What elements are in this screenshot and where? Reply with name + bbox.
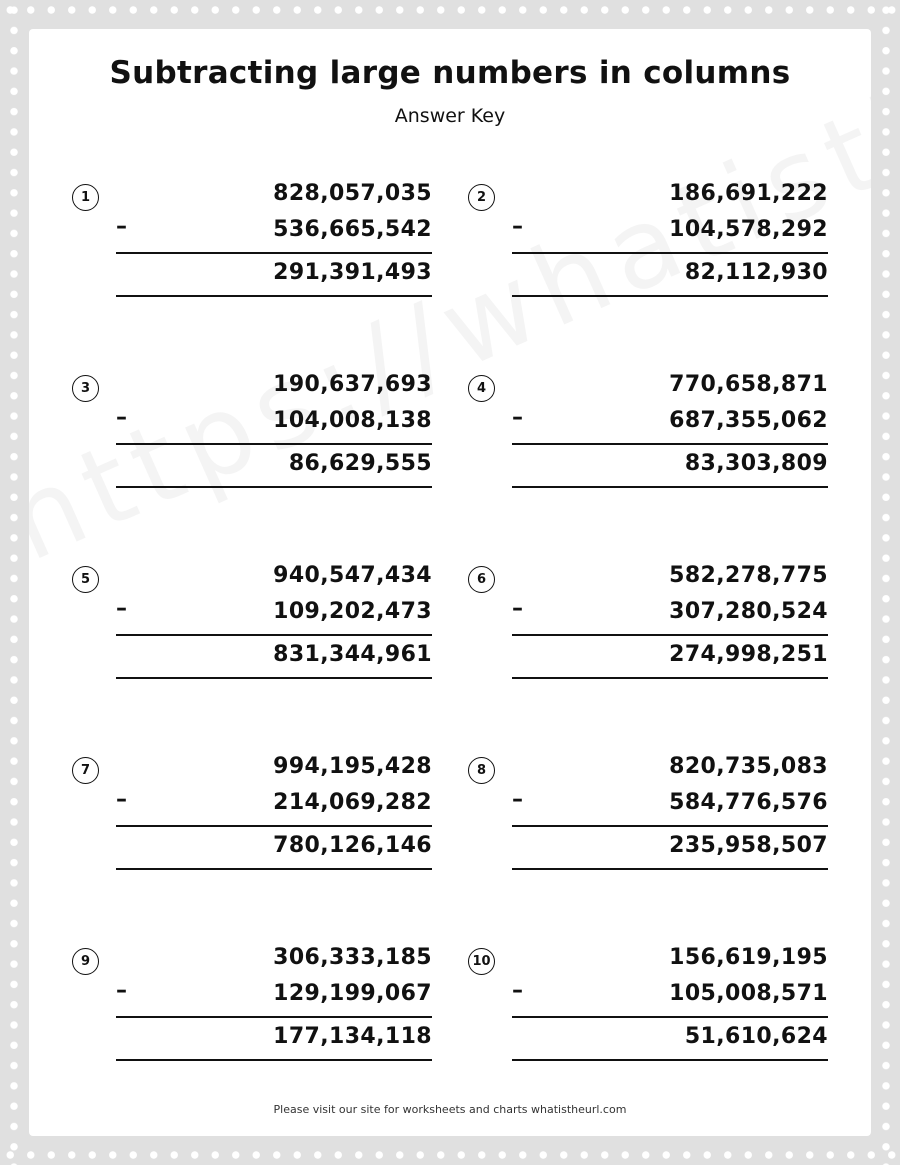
subtrahend: 104,008,138	[273, 408, 432, 433]
subtrahend: 584,776,576	[669, 790, 828, 815]
difference-answer: 86,629,555	[288, 451, 432, 476]
watermark	[29, 62, 871, 586]
answer-underline	[116, 868, 432, 870]
minus-sign: –	[116, 596, 127, 621]
minus-sign: –	[116, 405, 127, 430]
frame-dots-bottom	[0, 1145, 900, 1165]
difference-answer: 780,126,146	[273, 833, 432, 858]
problem-number-badge: 1	[72, 184, 99, 211]
answer-underline	[512, 868, 828, 870]
minus-sign: –	[512, 596, 523, 621]
divider-line	[512, 443, 828, 445]
difference-answer: 831,344,961	[273, 642, 432, 667]
subtrahend: 214,069,282	[273, 790, 432, 815]
problem-number-badge: 10	[468, 948, 495, 975]
minus-sign: –	[512, 787, 523, 812]
answer-underline	[116, 486, 432, 488]
problem-8	[468, 754, 828, 887]
problem-3	[72, 372, 432, 505]
minuend: 828,057,035	[273, 181, 432, 206]
page-title: Subtracting large numbers in columns	[109, 55, 791, 91]
minus-sign: –	[116, 978, 127, 1003]
divider-line	[116, 443, 432, 445]
minuend: 306,333,185	[273, 945, 432, 970]
problem-number-badge: 6	[468, 566, 495, 593]
minus-sign: –	[116, 214, 127, 239]
difference-answer: 235,958,507	[669, 833, 828, 858]
minuend: 940,547,434	[273, 563, 432, 588]
divider-line	[512, 252, 828, 254]
subtrahend: 129,199,067	[273, 981, 432, 1006]
difference-answer: 291,391,493	[273, 260, 432, 285]
problem-6	[468, 563, 828, 696]
minuend: 190,637,693	[273, 372, 432, 397]
difference-answer: 274,998,251	[669, 642, 828, 667]
subtrahend: 105,008,571	[669, 981, 828, 1006]
divider-line	[512, 825, 828, 827]
minus-sign: –	[512, 214, 523, 239]
answer-underline	[512, 1059, 828, 1061]
problem-number-badge: 3	[72, 375, 99, 402]
problem-9	[72, 945, 432, 1078]
minus-sign: –	[512, 405, 523, 430]
answer-underline	[512, 295, 828, 297]
divider-line	[512, 1016, 828, 1018]
answer-underline	[116, 1059, 432, 1061]
worksheet-page	[29, 29, 871, 1136]
difference-answer: 82,112,930	[684, 260, 828, 285]
divider-line	[512, 634, 828, 636]
difference-answer: 51,610,624	[684, 1024, 828, 1049]
divider-line	[116, 1016, 432, 1018]
minuend: 994,195,428	[273, 754, 432, 779]
answer-underline	[512, 677, 828, 679]
problem-10	[468, 945, 828, 1078]
subtrahend: 536,665,542	[273, 217, 432, 242]
frame-dots-top	[0, 0, 900, 20]
subtrahend: 104,578,292	[669, 217, 828, 242]
subtrahend: 109,202,473	[273, 599, 432, 624]
subtrahend: 307,280,524	[669, 599, 828, 624]
problem-number-badge: 8	[468, 757, 495, 784]
problem-5	[72, 563, 432, 696]
answer-underline	[512, 486, 828, 488]
problem-7	[72, 754, 432, 887]
minuend: 582,278,775	[669, 563, 828, 588]
answer-underline	[116, 677, 432, 679]
minus-sign: –	[512, 978, 523, 1003]
difference-answer: 177,134,118	[273, 1024, 432, 1049]
problem-number-badge: 5	[72, 566, 99, 593]
minus-sign: –	[116, 787, 127, 812]
minuend: 186,691,222	[669, 181, 828, 206]
problem-4	[468, 372, 828, 505]
minuend: 820,735,083	[669, 754, 828, 779]
problem-number-badge: 2	[468, 184, 495, 211]
frame-dots-left	[4, 0, 24, 1165]
problem-number-badge: 4	[468, 375, 495, 402]
problem-number-badge: 9	[72, 948, 99, 975]
problem-2	[468, 181, 828, 314]
divider-line	[116, 634, 432, 636]
minuend: 770,658,871	[669, 372, 828, 397]
problem-number-badge: 7	[72, 757, 99, 784]
divider-line	[116, 825, 432, 827]
difference-answer: 83,303,809	[684, 451, 828, 476]
frame-dots-right	[876, 0, 896, 1165]
divider-line	[116, 252, 432, 254]
answer-underline	[116, 295, 432, 297]
page-subtitle: Answer Key	[394, 105, 506, 127]
footer-note: Please visit our site for worksheets and charts whatistheurl.com	[273, 1103, 627, 1116]
problem-1	[72, 181, 432, 314]
subtrahend: 687,355,062	[669, 408, 828, 433]
minuend: 156,619,195	[669, 945, 828, 970]
